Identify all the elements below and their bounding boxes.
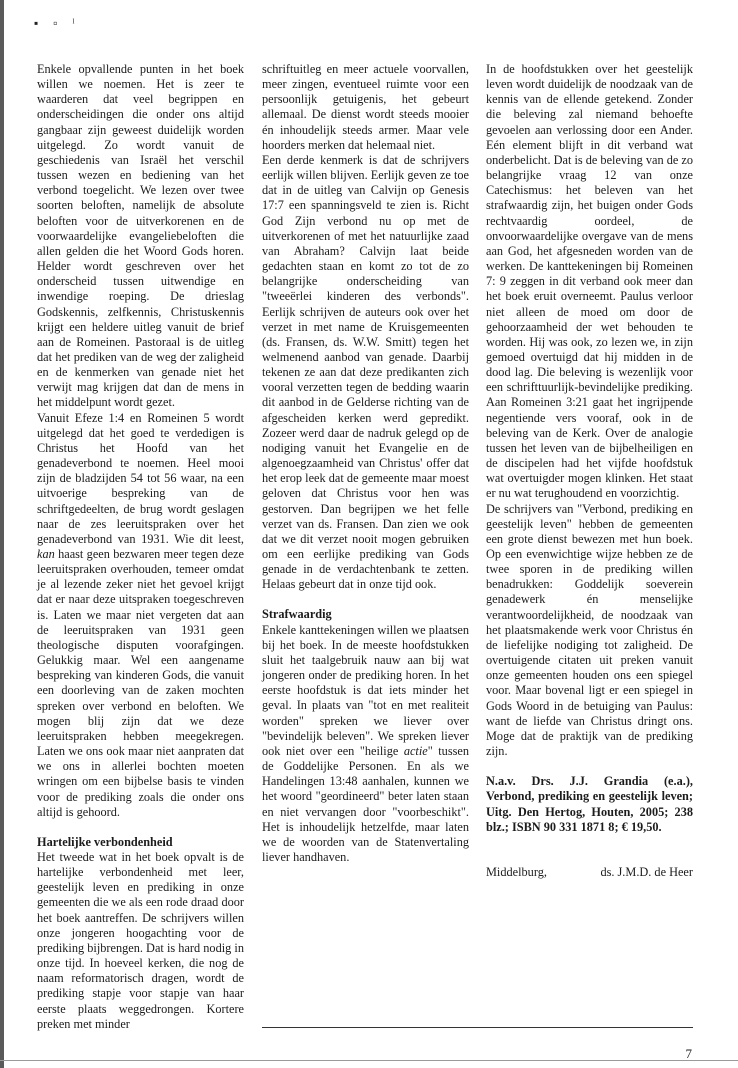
signature-author: ds. J.M.D. de Heer xyxy=(600,864,693,879)
section-heading: Hartelijke verbondenheid xyxy=(37,834,173,849)
paragraph: In de hoofdstukken over het geestelijk leven wordt duidelijk de noodzaak van de kennis van de ellende getekend. Zonder die beleving zal niemand behoefte gevoelen aan verlossing door een Ander. Eén element blijft in dit verband wat onderbelicht. Dat is de beleving van de zo belangrijke vraag 12 van onze Catechismus: het beleven van het strafwaardig zijn, het buigen onder Gods rechtvaardig oordeel, de onvoorwaardelijke overgave van de mens aan God, het afgesneden worden van de werken. De kanttekeningen bij Romeinen 7: 9 zeggen in dit verband ook meer dan het boek eruit overneemt. Paulus verloor niet alleen de moed om door de gehoorzaamheid der wet behouden te worden. Hij was ook, zo lezen we, in zijn gemoed overtuigd dat hij midden in de dood lag. Die beleving is wezenlijk voor een schrifttuurlijk-bevindelijke prediking. Aan Romeinen 3:21 gaat het ingrijpende negentiende vers vooraf, ook in de beleving van de Kerk. Over de analogie tussen het leven van de bijbelheiligen en de discipelen had het vijfde hoofdstuk wat overtuigder mogen klinken. Het staat er nu wat terughoudend en voorzichtig. xyxy=(486,62,693,501)
paragraph: Enkele opvallende punten in het boek willen we noemen. Het is zeer te waarderen dat veel begrippen en onderscheidingen die onder ons altijd gangbaar zijn geweest duidelijk worden uitgelegd. Zo wordt vanuit de geschiedenis van Israël het verschil tussen wezen en bediening van het verbond toegelicht. We lezen over twee soorten beloften, namelijk de absolute beloften voor de uitverkorenen en de voorwaardelijke evangeliebeloften die allen gelden die het Woord Gods horen. Helder wordt geschreven over het onderscheid tussen uitwendige en inwendige roeping. De drieslag Godskennis, zelfkennis, Christuskennis krijgt een heldere uitleg vanuit de brief aan de Romeinen. Pastoraal is de uitleg dat het prediken van de weg der zaligheid en de kenmerken van genade niet het verwijt mag krijgen dat dan de mens in het middelpunt wordt gezet. xyxy=(37,62,244,410)
paragraph: Vanuit Efeze 1:4 en Romeinen 5 wordt uitgelegd dat het goed te verdedigen is Christus het Hoofd van het genadeverbond te noemen. Heel mooi zijn de bladzijden 54 tot 56 waar, na een uitvoerige bespreking van de schriftgedeelten, de brug wordt geslagen naar de zes leeruitspraken over het genadeverbond van 1931. Wie dit leest, kan haast geen bezwaren meer tegen deze leeruitspraken overhouden, temeer omdat je al lezende zeker niet het gevoel krijgt dat er naar deze uitspraken toegeschreven is. Laten we maar niet vergeten dat aan de leeruitspraken van 1931 geen theologische disputen voorafgingen. Gelukkig maar. Wel een aangename bespreking van kinderen Gods, die vanuit een doorleving van de zaken mochten spreken over verbond en beloften. We mogen blij zijn dat we deze leeruitspraken hebben meegekregen. Laten we ons ook maar niet aanpraten dat we ons in allerlei bochten moeten wringen om een bijbelse basis te vinden voor de prediking zoals die onder ons altijd is gehoord. xyxy=(37,410,244,819)
signature xyxy=(486,865,693,880)
page-number: 7 xyxy=(685,1046,692,1061)
paragraph: Enkele kanttekeningen willen we plaatsen bij het boek. In de meeste hoofdstukken sluit het taalgebruik nauw aan bij wat jongeren onder de prediking horen. In het eerste hoofdstuk is dat iets minder het geval. In plaats van "tot en met realiteit worden" spreken we liever over "bevindelijk beleven". We spreken liever ook niet over een "heilige actie" tussen de Goddelijke Personen. En als we Handelingen 13:48 aanhalen, kunnen we het woord "geordineerd" beter laten staan en niet vervangen door "voorbeschikt". Het is inhoudelijk hetzelfde, maar laten we de woorden van de Statenvertaling liever handhaven. xyxy=(262,622,470,864)
column-1 xyxy=(37,62,244,1032)
bibliography: N.a.v. Drs. J.J. Grandia (e.a.), Verbond, prediking en geestelijk leven; Uitg. Den Hertog, Houten, 2005; 238 blz.; ISBN 90 331 1871 8; € 19,50. xyxy=(486,774,693,834)
paragraph: Het tweede wat in het boek opvalt is de hartelijke verbondenheid met leer, geestelijk leven en prediking in onze gemeenten die we als een rode draad door het boek aantreffen. De schrijvers willen onze jongeren hoogachting voor de prediking bijbrengen. Dat is hard nodig in onze tijd. In hoeveel kerken, die nog de naam reformatorisch dragen, wordt de prediking stapje voor stapje van haar eerste plaats weggedrongen. Kortere preken met minder xyxy=(37,849,244,1031)
column-3 xyxy=(486,62,693,880)
paragraph: Een derde kenmerk is dat de schrijvers eerlijk willen blijven. Eerlijk geven ze toe dat in de uitleg van Calvijn op Genesis 17:7 een spanningsveld te zien is. Richt God Zijn verbond nu op met de uitverkorenen of met het natuurlijke zaad van Abraham? Calvijn laat beide gedachten staan en komt zo tot de zo belangrijke onderscheiding van "tweeërlei kinderen des verbonds". Eerlijk schrijven de auteurs ook over het verzet in met name de Kruisgemeenten (ds. Fransen, ds. W.W. Smitt) tegen het welmenend aanbod van genade. Daarbij tekenen ze aan dat deze predikanten zich vooral verzetten tegen de bedding waarin dit aanbod in de Gelderse richting van de afgescheiden kerken werd gepredikt. Zozeer werd daar de nadruk gelegd op de nodiging vanuit het Evangelie en de algenoegzaamheid van Christus' offer dat het erop leek dat de gemeente maar moest geloven dat Christus voor hen was gestorven. Dan begrijpen we het felle verzet van ds. Fransen. Dan zien we ook dat we dit verzet nooit mogen gebruiken om een eerlijke prediking van Gods genade in de verdachtenbank te zetten. Helaas gebeurt dat in onze tijd ook. xyxy=(262,152,469,592)
header-marks: ▪ ▫ ˡ xyxy=(34,16,81,30)
page-bottom-edge xyxy=(0,1060,738,1061)
signature-place: Middelburg, xyxy=(486,864,547,879)
paragraph: schriftuitleg en meer actuele voorvallen, meer zingen, eventueel ruimte voor een persoonlijk getuigenis, het gebeurt allemaal. De dienst wordt steeds mooier én inhoudelijk steeds armer. Maar vele hoorders merken dat helemaal niet. xyxy=(262,62,469,152)
section-heading: Strafwaardig xyxy=(262,607,332,622)
footer-rule xyxy=(262,1027,693,1028)
paragraph: De schrijvers van "Verbond, prediking en geestelijk leven" hebben de gemeenten een grote dienst bewezen met hun boek. Op een evenwichtige wijze hebben ze de twee sporen in de prediking willen benadrukken: Goddelijk soeverein genadewerk én menselijke verantwoordelijkheid, de noodzaak van het plaatsmakende werk voor Christus én de liefelijke nodiging tot zaligheid. De overtuigende citaten uit preken vanuit onze gemeenten houden ons een spiegel voor. Maar bovenal ligt er een spiegel in Gods Woord in de betuiging van Paulus: want de liefde van Christus dringt ons. Moge dat de praktijk van de prediking zijn. xyxy=(486,501,693,759)
page-edge xyxy=(0,0,4,1068)
column-2 xyxy=(262,62,469,865)
